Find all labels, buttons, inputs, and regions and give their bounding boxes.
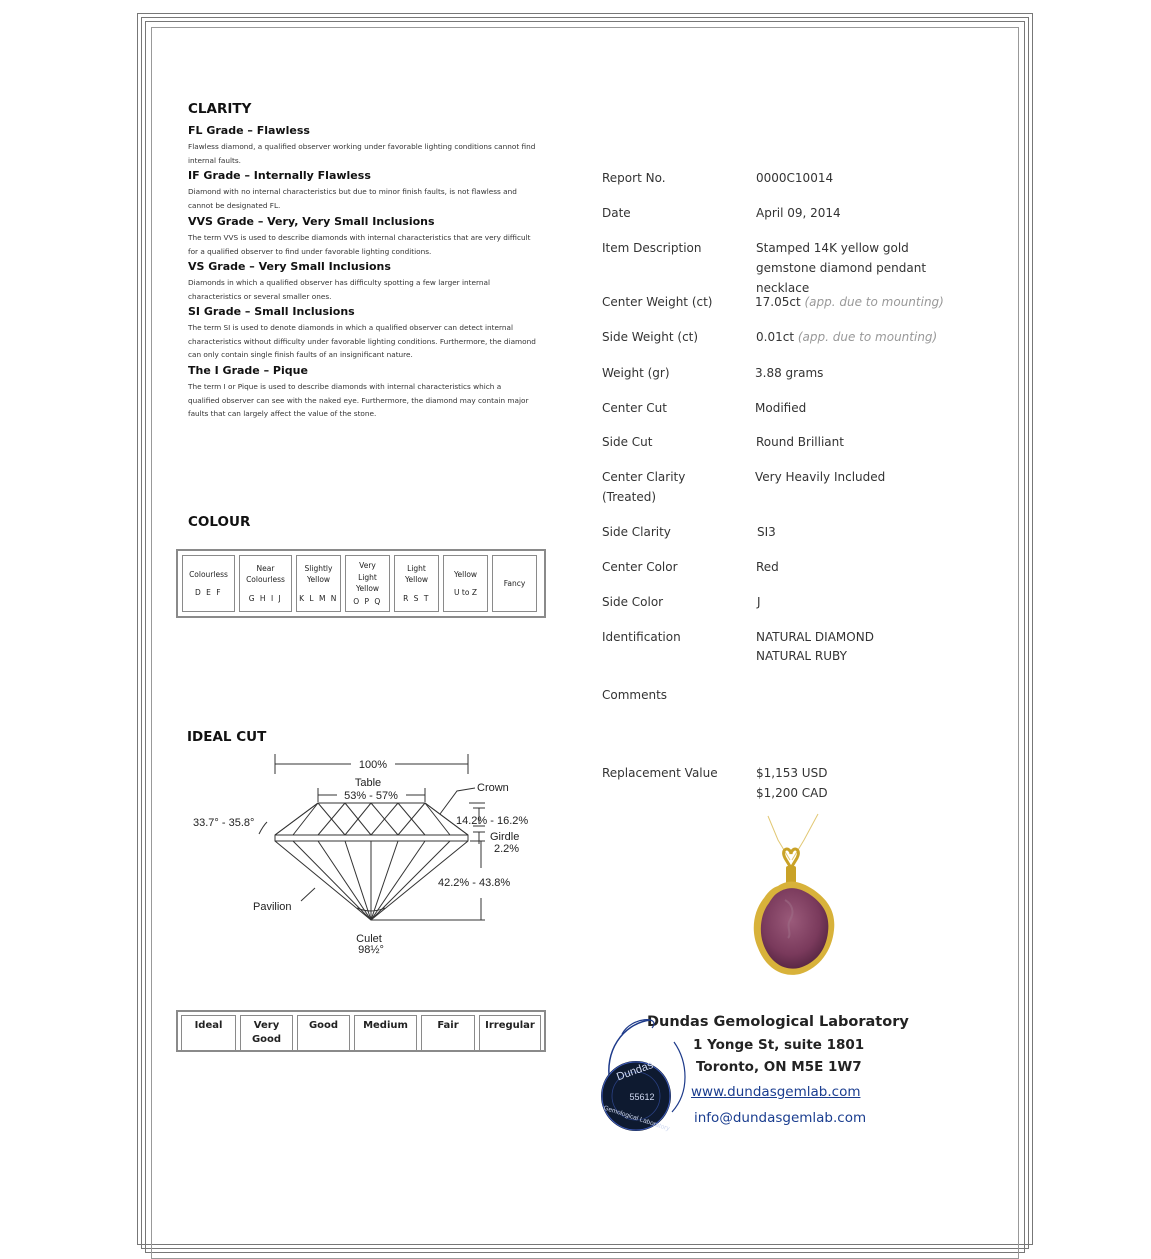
date-label: Date <box>602 206 631 220</box>
colour-cell-name: Very Light Yellow <box>355 561 380 593</box>
lab-address-line2: Toronto, ON M5E 1W7 <box>696 1059 862 1075</box>
clarity-grade-heading: IF Grade – Internally Flawless <box>188 169 371 182</box>
clarity-grade-heading: FL Grade – Flawless <box>188 124 310 137</box>
lab-seal-stamp <box>592 1012 704 1144</box>
cut-grade-cell: Good <box>297 1015 350 1051</box>
diagram-girdle-label: Girdle <box>490 831 520 843</box>
seal-top-text: Dundas <box>615 1059 655 1084</box>
colour-cell <box>443 555 488 612</box>
colour-cell-name: Yellow <box>453 569 478 579</box>
center-weight-value: 17.05ct <box>755 295 801 309</box>
center-color-label: Center Color <box>602 560 678 574</box>
colour-cell-letters: K L M N <box>299 593 338 603</box>
clarity-grade-desc: Flawless diamond, a qualified observer working under favorable lighting conditions cannot find internal faults. <box>188 142 536 165</box>
colour-cell <box>239 555 292 612</box>
colour-cell-letters: D E F <box>194 588 223 597</box>
clarity-grade-heading: VS Grade – Very Small Inclusions <box>188 260 391 273</box>
cut-grade-cell: Very Good <box>240 1015 293 1051</box>
clarity-grade-desc: Diamond with no internal characteristics but due to minor finish faults, is not flawless and cannot be designated FL. <box>188 187 517 210</box>
diagram-girdle-pct: 2.2% <box>494 843 520 855</box>
clarity-grade-desc: Diamonds in which a qualified observer has difficulty spotting a few larger internal characteristics or several smaller ones. <box>188 278 491 301</box>
side-weight-label: Side Weight (ct) <box>602 330 699 344</box>
comments-label: Comments <box>602 688 668 702</box>
diagram-culet-label: Culet <box>356 933 382 945</box>
colour-cell-letters: R S T <box>403 593 430 603</box>
lab-address-line1: 1 Yonge St, suite 1801 <box>693 1037 865 1053</box>
clarity-grade-desc: The term I or Pique is used to describe diamonds with internal characteristics which a qualified observer can see with the naked eye. Furthermore, the diamond may contain major faults that can largely affect the value of the stone. <box>188 382 529 418</box>
report-number-value: 0000C10014 <box>756 171 834 185</box>
center-weight-label: Center Weight (ct) <box>602 295 713 309</box>
diagram-crown-angle: 33.7° - 35.8° <box>193 817 255 829</box>
colour-cell-letters: U to Z <box>454 588 477 597</box>
diagram-culet-angle: 98½° <box>358 944 384 956</box>
ideal-cut-title: IDEAL CUT <box>187 729 267 745</box>
center-color-value: Red <box>756 560 779 574</box>
colour-cell <box>345 555 390 612</box>
side-clarity-value: SI3 <box>757 525 776 539</box>
identification-value: NATURAL DIAMOND <box>756 630 874 644</box>
colour-cell-name: Fancy <box>503 578 526 588</box>
center-cut-label: Center Cut <box>602 401 667 415</box>
side-color-label: Side Color <box>602 595 664 609</box>
identification-value-2: NATURAL RUBY <box>756 649 847 663</box>
cut-grade-cell: Fair <box>421 1015 475 1051</box>
diagram-crown-height: 14.2% - 16.2% <box>456 815 529 827</box>
item-description-value: Stamped 14K yellow gold gemstone diamond pendant necklace <box>756 241 927 295</box>
replacement-value-cad: $1,200 CAD <box>756 786 828 800</box>
lab-name: Dundas Gemological Laboratory <box>647 1014 909 1030</box>
clarity-grade-heading: The I Grade – Pique <box>188 364 308 377</box>
colour-cell-name: Slightly Yellow <box>304 563 333 585</box>
weight-gr-label: Weight (gr) <box>602 366 670 380</box>
lab-website-link[interactable]: www.dundasgemlab.com <box>691 1084 861 1100</box>
side-cut-value: Round Brilliant <box>756 435 844 449</box>
colour-cell <box>492 555 537 612</box>
lab-email-link[interactable]: info@dundasgemlab.com <box>694 1110 867 1126</box>
diagram-table-pct: 53% - 57% <box>344 790 398 802</box>
side-cut-label: Side Cut <box>602 435 653 449</box>
side-clarity-label: Side Clarity <box>602 525 671 539</box>
side-weight-note: (app. due to mounting) <box>797 330 938 344</box>
cut-grade-cell: Ideal <box>181 1015 236 1051</box>
diagram-pavilion-depth: 42.2% - 43.8% <box>438 877 511 889</box>
diagram-crown-label: Crown <box>477 782 509 794</box>
clarity-title: CLARITY <box>188 101 252 117</box>
center-weight-field <box>755 292 985 312</box>
item-description-label: Item Description <box>602 241 702 255</box>
cut-grade-cell: Medium <box>354 1015 417 1051</box>
clarity-grade-desc: The term VVS is used to describe diamonds with internal characteristics that are very difficult for a qualified observer to find under favorable lighting conditions. <box>188 233 531 256</box>
pendant-photo <box>740 808 850 983</box>
replacement-value-usd: $1,153 USD <box>756 766 828 780</box>
date-value: April 09, 2014 <box>756 206 841 220</box>
seal-bottom-text: Gemological Laboratory <box>602 1104 671 1133</box>
report-number-label: Report No. <box>602 171 666 185</box>
colour-cell <box>296 555 341 612</box>
clarity-grade-heading: VVS Grade – Very, Very Small Inclusions <box>188 215 435 228</box>
diagram-total-label: 100% <box>358 759 388 771</box>
colour-scale-table <box>176 549 546 618</box>
clarity-grade-desc: The term SI is used to denote diamonds in which a qualified observer can detect internal characteristics without difficulty under favorable lighting conditions. Furthermore, the diamond can only contain single finish faults of an insignificant nature. <box>188 323 536 359</box>
colour-cell-name: Near Colourless <box>246 563 285 585</box>
center-clarity-value: Very Heavily Included <box>755 470 886 484</box>
colour-cell-name: Colourless <box>189 569 228 579</box>
cut-grade-cell: Irregular <box>479 1015 541 1051</box>
colour-cell-letters: G H I J <box>248 593 283 603</box>
colour-title: COLOUR <box>188 514 251 530</box>
center-cut-value: Modified <box>755 401 807 415</box>
colour-cell-letters: O P Q <box>353 596 382 606</box>
center-weight-note: (app. due to mounting) <box>804 295 944 309</box>
cut-grade-table <box>176 1010 546 1052</box>
colour-cell <box>394 555 439 612</box>
replacement-value-label: Replacement Value <box>602 766 718 780</box>
side-weight-value: 0.01ct <box>756 330 795 344</box>
seal-number: 55612 <box>629 1092 655 1102</box>
diamond-proportions-diagram <box>185 748 550 963</box>
colour-cell <box>182 555 235 612</box>
diagram-pavilion-label: Pavilion <box>253 901 292 913</box>
side-color-value: J <box>757 595 761 609</box>
identification-label: Identification <box>602 630 681 644</box>
clarity-grade-heading: SI Grade – Small Inclusions <box>188 305 355 318</box>
weight-gr-value: 3.88 grams <box>755 366 824 380</box>
colour-cell-name: Light Yellow <box>404 563 429 585</box>
side-weight-field <box>756 327 986 347</box>
center-clarity-label: Center Clarity (Treated) <box>602 470 686 504</box>
diagram-table-label: Table <box>354 777 382 789</box>
